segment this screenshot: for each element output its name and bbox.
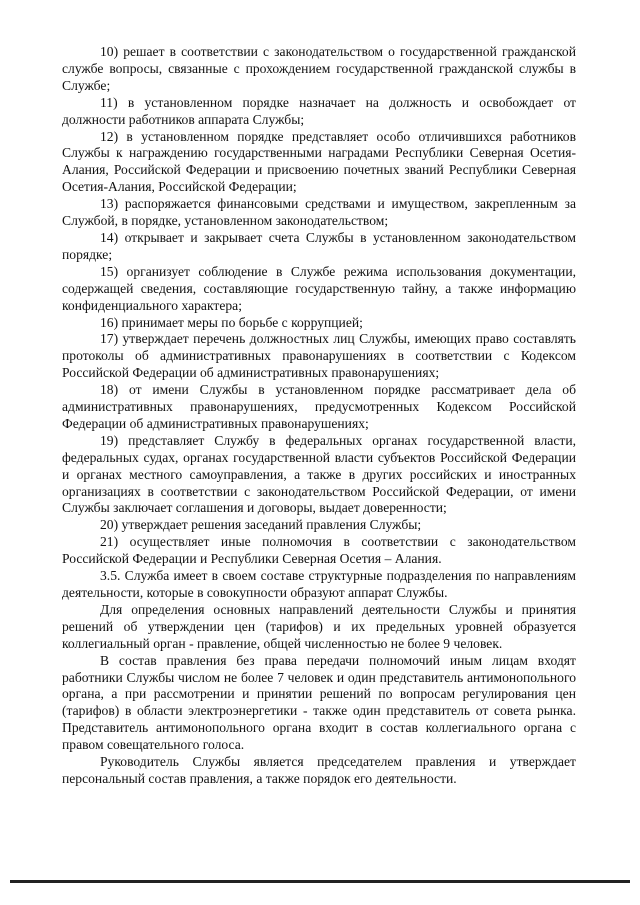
- document-body: [62, 44, 576, 788]
- paragraph-item-13: 13) распоряжается финансовыми средствами и имуществом, закрепленным за Службой, в порядке, установленном законодательством;: [62, 196, 576, 229]
- paragraph-item-11: 11) в установленном порядке назначает на должность и освобождает от должности работников аппарата Службы;: [62, 94, 576, 127]
- page-bottom-rule: [10, 880, 630, 883]
- paragraph-item-19: 19) представляет Службу в федеральных органах государственной власти, федеральных судах, органах государственной власти субъектов Российской Федерации и органах местного самоуправления, а также в других российских и иностранных организациях в соответствии с законодательством Российской Федерации, от имени Службы заключает соглашения и договоры, выдает доверенности;: [62, 432, 576, 516]
- paragraph-item-10: 10) решает в соответствии с законодательством о государственной гражданской службе вопросы, связанные с прохождением государственной гражданской службы в Службе;: [62, 44, 576, 93]
- paragraph-item-15: 15) организует соблюдение в Службе режима использования документации, содержащей сведения, составляющие государственную тайну, а также информацию конфиденциального характера;: [62, 263, 576, 313]
- paragraph-item-16: 16) принимает меры по борьбе с коррупцией;: [100, 314, 363, 330]
- paragraph-item-18: 18) от имени Службы в установленном порядке рассматривает дела об административных правонарушениях, предусмотренных Кодексом Российской Федерации об административных правонарушениях;: [62, 382, 576, 431]
- paragraph-item-14: 14) открывает и закрывает счета Службы в установленном законодательством порядке;: [62, 229, 576, 262]
- section-3-5-paragraph: 3.5. Служба имеет в своем составе структурные подразделения по направлениям деятельности, которые в совокупности образуют аппарат Службы.: [62, 568, 576, 600]
- board-chair-paragraph: Руководитель Службы является председателем правления и утверждает персональный состав правления, а также порядок его деятельности.: [62, 754, 576, 786]
- board-purpose-paragraph: Для определения основных направлений деятельности Службы и принятия решений об утверждении цен (тарифов) и их предельных уровней образуется коллегиальный орган - правление, общей численностью не более 9 человек.: [62, 601, 576, 651]
- paragraph-item-12: 12) в установленном порядке представляет особо отличившихся работников Службы к награждению государственными наградами Республики Северная Осетия-Алания, Российской Федерации и присвоению почетных званий Республики Северная Осетия-Алания, Российской Федерации;: [62, 128, 576, 195]
- paragraph-item-21: 21) осуществляет иные полномочия в соответствии с законодательством Российской Федерации и Республики Северная Осетия – Алания.: [62, 534, 576, 567]
- board-composition-paragraph: В состав правления без права передачи полномочий иным лицам входят работники Службы числом не более 7 человек и один представитель антимонопольного органа, а при рассмотрении и принятии решений по вопросам регулирования цен (тарифов) в области электроэнергетики - также один представитель от совета рынка. Представитель антимонопольного органа входит в состав коллегиального органа с правом совещательного голоса.: [62, 652, 576, 753]
- paragraph-item-17: 17) утверждает перечень должностных лиц Службы, имеющих право составлять протоколы об административных правонарушениях в соответствии с Кодексом Российской Федерации об административных правонарушениях;: [62, 331, 576, 381]
- paragraph-item-20: 20) утверждает решения заседаний правления Службы;: [100, 517, 422, 533]
